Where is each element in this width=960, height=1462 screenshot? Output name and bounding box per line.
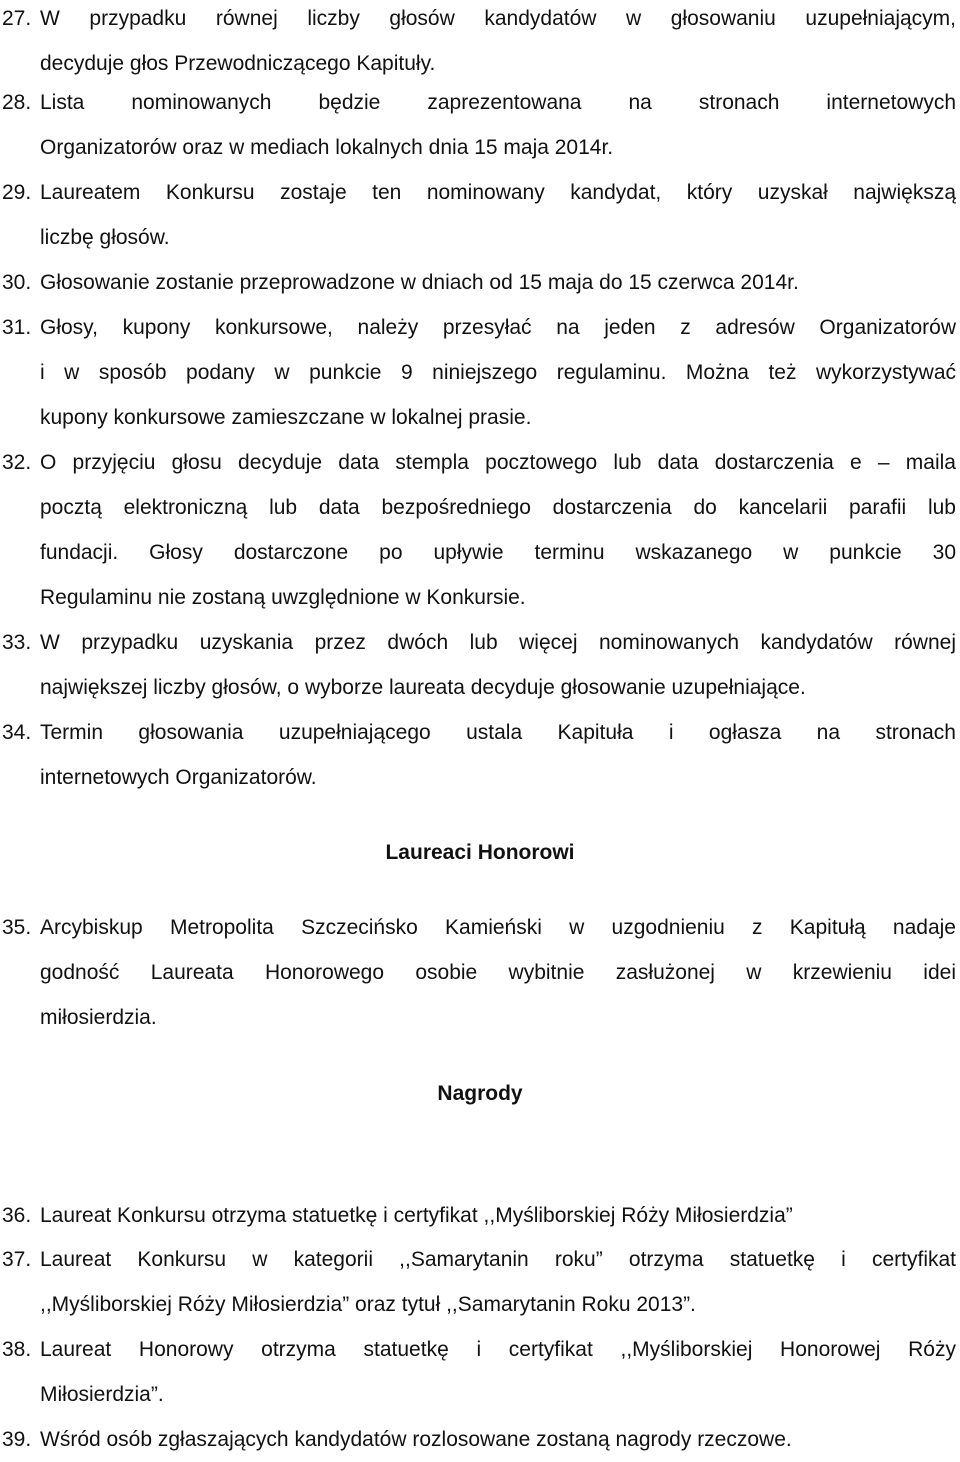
item-number: 30. — [2, 271, 32, 294]
item-text-line: kupony konkursowe zamieszczane w lokalnej prasie. — [40, 406, 532, 429]
item-text-line: i w sposób podany w punkcie 9 niniejszego regulaminu. Można też wykorzystywać — [40, 361, 956, 384]
item-text-line: Laureat Konkursu otrzyma statuetkę i certyfikat ,,Myśliborskiej Róży Miłosierdzia” — [40, 1204, 793, 1227]
item-text-line: miłosierdzia. — [40, 1006, 157, 1029]
item-text-line: pocztą elektroniczną lub data bezpośredniego dostarczenia do kancelarii parafii lub — [40, 496, 956, 519]
item-number: 28. — [2, 91, 32, 114]
item-text-line: Głosowanie zostanie przeprowadzone w dniach od 15 maja do 15 czerwca 2014r. — [40, 271, 799, 294]
item-number: 29. — [2, 181, 32, 204]
item-number: 36. — [2, 1204, 32, 1227]
item-number: 33. — [2, 631, 32, 654]
item-text-line: liczbę głosów. — [40, 226, 170, 249]
item-text-line: Arcybiskup Metropolita Szczecińsko Kamieński w uzgodnieniu z Kapitułą nadaje — [40, 916, 956, 939]
item-text-line: Termin głosowania uzupełniającego ustala Kapituła i ogłasza na stronach — [40, 721, 956, 744]
item-text-line: internetowych Organizatorów. — [40, 766, 317, 789]
item-text-line: Laureat Konkursu w kategorii ,,Samarytanin roku” otrzyma statuetkę i certyfikat — [40, 1248, 956, 1271]
item-number: 34. — [2, 721, 32, 744]
item-text-line: decyduje głos Przewodniczącego Kapituły. — [40, 52, 436, 75]
item-text-line: Organizatorów oraz w mediach lokalnych dnia 15 maja 2014r. — [40, 136, 614, 159]
item-number: 31. — [2, 316, 32, 339]
item-text-line: Miłosierdzia”. — [40, 1383, 164, 1406]
item-text-line: Lista nominowanych będzie zaprezentowana na stronach internetowych — [40, 91, 956, 114]
item-number: 27. — [2, 7, 32, 30]
item-text-line: Laureat Honorowy otrzyma statuetkę i certyfikat ,,Myśliborskiej Honorowej Róży — [40, 1338, 956, 1361]
section-heading-honorary: Laureaci Honorowi — [385, 841, 575, 864]
item-text-line: Wśród osób zgłaszających kandydatów rozlosowane zostaną nagrody rzeczowe. — [40, 1428, 792, 1451]
item-number: 35. — [2, 916, 32, 939]
item-text-line: ,,Myśliborskiej Róży Miłosierdzia” oraz tytuł ,,Samarytanin Roku 2013”. — [40, 1293, 696, 1316]
item-number: 39. — [2, 1428, 32, 1451]
item-text-line: W przypadku równej liczby głosów kandydatów w głosowaniu uzupełniającym, — [40, 7, 956, 30]
item-number: 37. — [2, 1248, 32, 1271]
item-text-line: godność Laureata Honorowego osobie wybitnie zasłużonej w krzewieniu idei — [40, 961, 956, 984]
section-heading-awards: Nagrody — [437, 1082, 523, 1105]
item-text-line: największej liczby głosów, o wyborze laureata decyduje głosowanie uzupełniające. — [40, 676, 806, 699]
item-number: 38. — [2, 1338, 32, 1361]
item-text-line: Laureatem Konkursu zostaje ten nominowany kandydat, który uzyskał największą — [40, 181, 956, 204]
item-text-line: Regulaminu nie zostaną uwzględnione w Konkursie. — [40, 586, 526, 609]
item-text-line: fundacji. Głosy dostarczone po upływie terminu wskazanego w punkcie 30 — [40, 541, 956, 564]
item-text-line: Głosy, kupony konkursowe, należy przesyłać na jeden z adresów Organizatorów — [40, 316, 956, 339]
item-number: 32. — [2, 451, 32, 474]
item-text-line: O przyjęciu głosu decyduje data stempla pocztowego lub data dostarczenia e – maila — [40, 451, 956, 474]
item-text-line: W przypadku uzyskania przez dwóch lub więcej nominowanych kandydatów równej — [40, 631, 956, 654]
